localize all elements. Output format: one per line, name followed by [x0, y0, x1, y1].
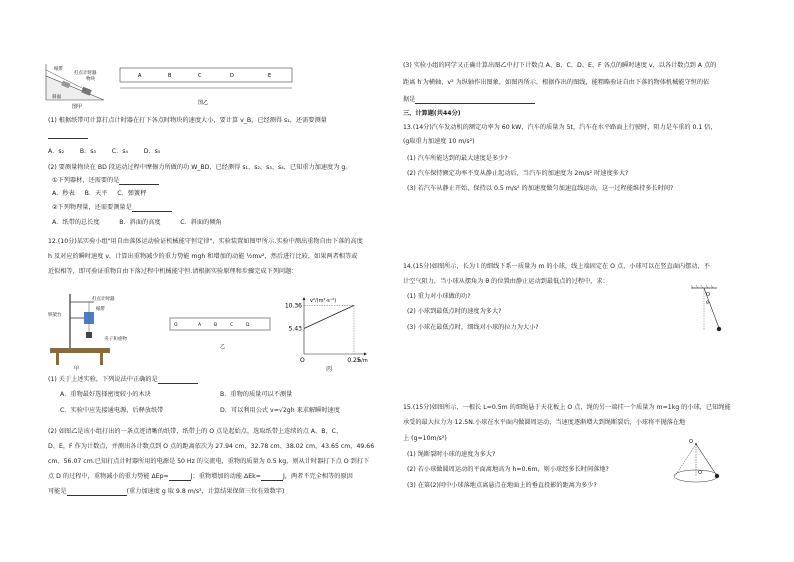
figure-free-fall-apparatus — [48, 286, 114, 372]
tape-point-b: B — [168, 73, 172, 79]
q14-line1: 14.(15分)如图所示，长为 l 的细线下系一质量为 m 的小球，线上端固定在 O 点，小球可以在竖直面内摆动，不 — [403, 263, 710, 270]
q15-2: (2) 若小球做圆周运动的平面离地高为 h=0.6m，则小球经多长时间落地? — [407, 466, 609, 473]
q12-2-line2: D、E，F 作为计数点，并测出各计数点到 O 点的距离依次为 27.94 cm、32.78 cm、38.02 cm、43.65 cm、49.66 — [48, 443, 375, 450]
graph-x-tick: 0.25 — [347, 357, 361, 364]
q15-1: (1) 绳断裂时小球的速度为多大? — [407, 451, 496, 458]
label-clamp-12: 铁架台 — [48, 313, 62, 318]
label-timer: 打点计时器 — [74, 71, 97, 76]
q3-line2: 距离 h′为横轴，v² 为纵轴作出图象，如图丙所示，根据作出的图线，能粗略验证自由下落的物体机械能守恒的依 — [403, 79, 710, 86]
y-arrow-icon — [303, 297, 306, 300]
tape12-point-d: D — [246, 323, 250, 328]
q2-text: (2) 要测量物块在 BD 段运动过程中摩擦力所做的功 W_BD，已经测得 s₁、s₂、s₃、s₄，已知重力加速度为 g。 — [48, 164, 352, 171]
label-slope: 斜面 — [52, 95, 61, 100]
tape-point-d: D — [230, 73, 234, 79]
q12-2-line3: cm、56.07 cm.已知打点计时器所用的电源是 50 Hz 的交流电，重物的质量为 0.5 kg，则从计时器打下点 O 到打下 — [48, 458, 370, 465]
q2-1-text: ①下列器材，还需要的是 — [52, 177, 159, 185]
q12-line2: h 及对应的瞬时速度 v，计算出重物减少的重力势能 mgh 和增加的动能 ½mv²，然后进行比较，如果两者相等或 — [48, 253, 358, 260]
tape12-point-b: B — [214, 323, 218, 328]
q12-2-line5: 可能是 (重力加速度 g 取 9.8 m/s²，计算结果保留三位有效数字) — [48, 488, 285, 495]
q1-options: A．s₂ B．s₃ C．s₄ D．s₅ — [48, 148, 161, 155]
cone-pivot-icon — [695, 443, 697, 445]
tape-point-e: E — [268, 73, 272, 79]
section-3-heading: 三、计算题(共44分) — [403, 110, 461, 117]
figure-pendulum — [679, 284, 729, 340]
pendulum-label-o: O — [706, 292, 710, 298]
q13-line2: (g取重力加速度 10 m/s²) — [403, 138, 475, 145]
q15-3: (3) 在第(2)问中小球落地点离悬点在地面上的垂直投影的距离为多少? — [407, 482, 597, 489]
q14-2: (2) 小球到最低点时的速度为多大? — [407, 308, 502, 315]
q14-1: (1) 重力对小球做的功? — [407, 293, 471, 300]
tape12-point-a: A — [198, 323, 202, 328]
tape-point-c: C — [198, 73, 202, 79]
cone-ball-icon — [715, 474, 719, 478]
pendulum-label-theta: θ — [706, 301, 709, 306]
graph-v2-vs-h — [280, 296, 372, 368]
right-page — [397, 0, 794, 562]
q12-1-text: (1) 关于上述实验，下列说法中正确的是 — [48, 376, 198, 384]
q12-1-option-a: A．重物最好选择密度较小的木块 — [60, 391, 151, 398]
q2-1-options: A．秒表 B．天平 C．弹簧秤 — [52, 190, 147, 197]
x-arrow-icon — [364, 353, 367, 356]
q12-2-line4: 点 D 的过程中，重物减小的重力势能 ΔEp= J；重物增加的动能 ΔEk= J，两者不完全相等的原因 — [48, 473, 353, 480]
q1-text: (1) 根据纸带可计算打点计时器在打下各点时物块的速度大小，要计算 v_B，已经测得 s₁，还需要测量 — [48, 117, 327, 124]
q13-line1: 13.(14分)汽车发动机的额定功率为 60 kW，汽车的质量为 5t，汽车在水平路面上行驶时，阻力是车重的 0.1 倍， — [403, 124, 717, 131]
tape12-point-o: O — [174, 323, 178, 328]
figure-tape — [118, 66, 298, 106]
label-tape: 纸带 — [54, 67, 63, 72]
q13-3: (3) 若汽车从静止开始，保持以 0.5 m/s² 的加速度做匀加速直线运动，这一过程能维持多长时间? — [407, 185, 674, 192]
caption-fig-a: 图甲 — [72, 104, 83, 110]
q3-line1: (3) 实验小组的同学又正确计算出图乙中打下计数点 A、B、C、D、E、F 各点的瞬时速度 v，以各计数点到 A 点的 — [403, 62, 717, 69]
q1-answer-blank[interactable] — [48, 131, 88, 139]
q12-line1: 12.(10分)某实验小组"用自由落体运动验证机械能守恒定律"，实验装置如图甲所示.实验中测出重物自由下落的高度 — [48, 238, 363, 245]
graph-y-tick-upper: 10.36 — [284, 302, 302, 310]
q2-2-options: A．纸带的总长度 B．斜面的高度 C．斜面的倾角 — [52, 219, 222, 226]
q12-1-option-b: B．重物的质量可以不测量 — [220, 391, 293, 398]
q3-line3: 据是 — [403, 96, 535, 104]
cone-label-o: O — [689, 439, 693, 445]
caption-12-b: 乙 — [220, 344, 226, 350]
figure-12-tape — [168, 316, 272, 352]
q14-line2: 计空气阻力，当小球从摆角为 θ 的位置由静止运动到最低点的过程中，求： — [403, 278, 609, 285]
q12-1-option-d: D．可以利用公式 v=√2gh 来求解瞬时速度 — [220, 407, 340, 414]
figure-slope-apparatus — [42, 62, 112, 110]
q13-1: (1) 汽车所能达到的最大速度是多少? — [407, 155, 508, 162]
graph-y-tick-lower: 5.43 — [288, 325, 302, 333]
q15-line2: 承受的最大拉力为 12.5N.小球在水平面内做圆周运动，当速度逐渐增大到绳断裂后，小球将平抛落在地 — [403, 419, 686, 426]
caption-fig-b: 图乙 — [198, 100, 209, 106]
caption-12-a: 甲 — [74, 366, 80, 372]
q2-2-text: ②下列物理量，还需要测量是 — [52, 204, 172, 212]
label-tape-12: 纸带 — [96, 307, 105, 312]
figure-conical-pendulum — [665, 438, 727, 488]
tape12-point-c: C — [230, 323, 234, 328]
caption-12-c: 丙 — [326, 366, 333, 373]
q15-line1: 15.(15分)如图所示，一根长 L=0.5m 的细绳悬于天花板上 O 点，绳的另一端挂一个质量为 m=1kg 的小球，已知绳能 — [403, 404, 731, 411]
graph-data-line — [304, 305, 354, 328]
q15-line3: 上 (g=10m/s²) — [403, 435, 447, 442]
cone-label-o2: O′ — [698, 470, 704, 476]
label-block: 物块 — [86, 77, 95, 82]
tape-point-a: A — [138, 73, 142, 79]
graph-x-label: h/m — [358, 358, 368, 364]
label-timer-12: 打点计时器 — [92, 297, 115, 302]
q14-3: (3) 小球在最低点时，细线对小球的拉力为大小? — [407, 324, 539, 331]
pendulum-ball-icon — [717, 327, 721, 331]
graph-origin: O — [300, 357, 305, 364]
q13-2: (2) 汽车保持额定功率不变从静止起动后，当汽车的加速度为 2m/s² 时速度多大? — [407, 170, 629, 177]
q12-line3: 近似相等，即可验证重物自由下落过程中机械能守恒.请根据实验原理和步骤完成下列问题： — [48, 268, 298, 275]
q12-2-line1: (2) 如图乙是该小组打出的一条点迹清晰的纸带，纸带上的 O 点是起始点，选取纸带上连续的点 A、B、C、 — [48, 428, 343, 435]
graph-y-label: v²/(m²·s⁻²) — [310, 298, 337, 304]
label-weight-12: 夹子和重物 — [104, 337, 127, 342]
q12-1-option-c: C．实验中应先接通电源，后释放纸带 — [60, 407, 164, 414]
